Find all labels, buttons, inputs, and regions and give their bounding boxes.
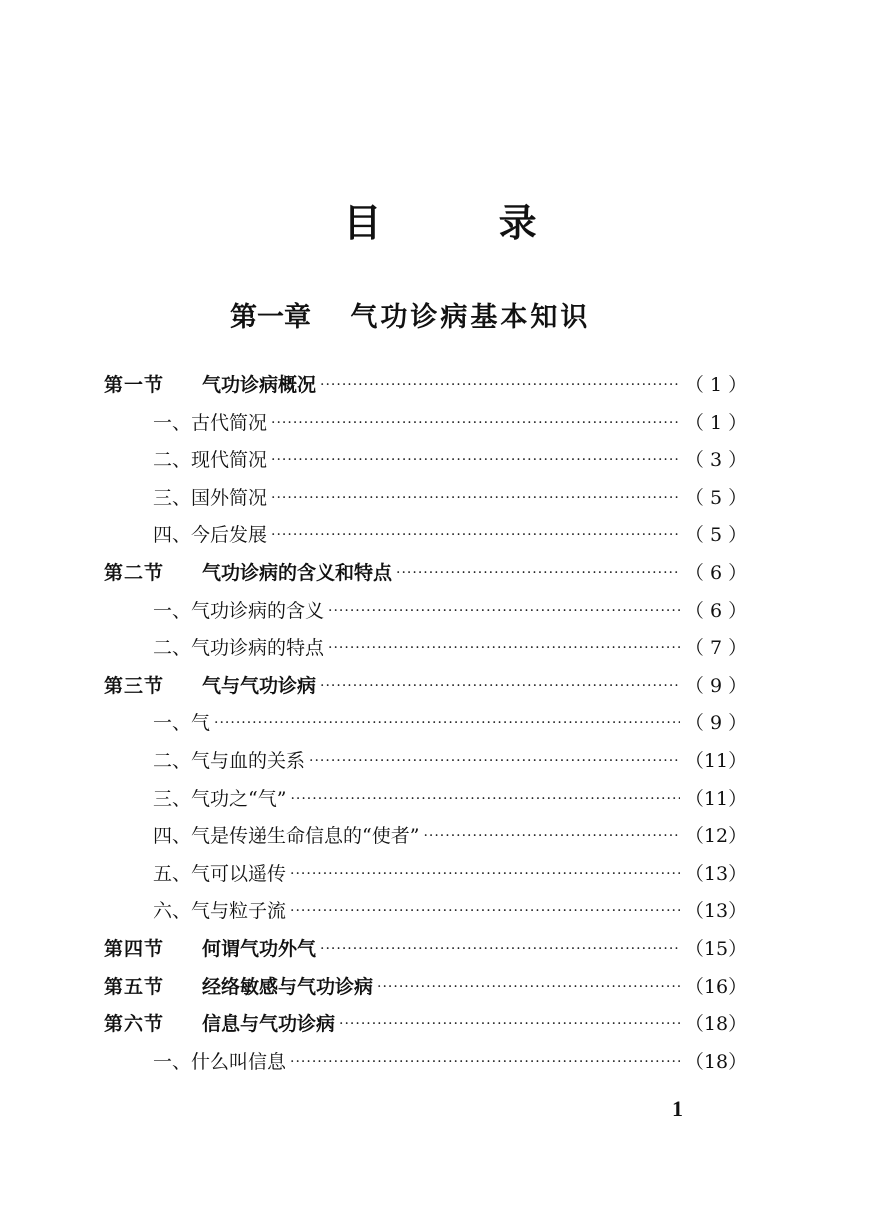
toc-entry-title: 经络敏感与气功诊病 (202, 976, 374, 998)
dot-leader (419, 818, 680, 854)
toc-page-ref: （12） (684, 825, 748, 847)
toc-entry-title: 气与气功诊病 (202, 675, 317, 697)
toc-page-ref: （13） (684, 863, 748, 885)
toc-page-ref: （15） (684, 938, 748, 960)
toc-entry-title: 气功诊病概况 (202, 374, 317, 396)
dot-leader (267, 517, 680, 553)
toc-page-ref: （ 5 ） (684, 487, 748, 509)
chapter-number: 第一章 (230, 302, 311, 333)
toc-section-entry (104, 931, 752, 967)
toc-page-ref: （ 9 ） (684, 712, 748, 734)
toc-entry-title: 气功诊病的含义和特点 (202, 562, 393, 584)
toc-section-number: 第四节 (104, 938, 165, 960)
toc-page-ref: （18） (684, 1013, 748, 1035)
dot-leader (286, 856, 680, 892)
dot-leader (286, 893, 680, 929)
toc-subsection-entry (153, 893, 752, 929)
dot-leader (335, 1006, 680, 1042)
toc-entry-title: 一、气功诊病的含义 (153, 600, 325, 622)
toc-subsection-entry (153, 405, 752, 441)
toc-subsection-entry (153, 442, 752, 478)
toc-page-ref: （16） (684, 976, 748, 998)
chapter-title: 气功诊病基本知识 (350, 302, 591, 333)
dot-leader (210, 705, 680, 741)
toc-entry-title: 四、今后发展 (153, 524, 268, 546)
dot-leader (373, 969, 680, 1005)
toc-section-number: 第六节 (104, 1013, 165, 1035)
toc-entry-title: 信息与气功诊病 (202, 1013, 336, 1035)
toc-section-entry (104, 1006, 752, 1042)
toc-subsection-entry (153, 743, 752, 779)
dot-leader (316, 367, 680, 403)
toc-entry-title: 二、现代简况 (153, 449, 268, 471)
toc-entry-title: 二、气与血的关系 (153, 750, 306, 772)
dot-leader (316, 668, 680, 704)
toc-subsection-entry (153, 705, 752, 741)
dot-leader (286, 1044, 680, 1080)
toc-entry-title: 五、气可以遥传 (153, 863, 287, 885)
toc-page-ref: （ 6 ） (684, 600, 748, 622)
dot-leader (305, 743, 680, 779)
toc-section-number: 第五节 (104, 976, 165, 998)
toc-section-number: 第一节 (104, 374, 165, 396)
toc-entry-title: 二、气功诊病的特点 (153, 637, 325, 659)
page-number: 1 (672, 1096, 683, 1121)
toc-subsection-entry (153, 480, 752, 516)
toc-page-ref: （18） (684, 1051, 748, 1073)
toc-subsection-entry (153, 856, 752, 892)
toc-page-ref: （ 1 ） (684, 374, 748, 396)
page-title: 目 录 (343, 200, 589, 245)
toc-subsection-entry (153, 781, 752, 817)
toc-entry-title: 四、气是传递生命信息的“使者” (153, 825, 420, 847)
toc-page-ref: （ 6 ） (684, 562, 748, 584)
chapter-heading (230, 298, 590, 338)
toc-page-ref: （ 3 ） (684, 449, 748, 471)
toc-entry-title: 三、国外简况 (153, 487, 268, 509)
toc-subsection-entry (153, 1044, 752, 1080)
dot-leader (267, 405, 680, 441)
toc-section-entry (104, 555, 752, 591)
toc-section-entry (104, 969, 752, 1005)
toc-page-ref: （13） (684, 900, 748, 922)
toc-section-number: 第三节 (104, 675, 165, 697)
toc-page-ref: （ 5 ） (684, 524, 748, 546)
toc-subsection-entry (153, 630, 752, 666)
toc-section-entry (104, 668, 752, 704)
dot-leader (316, 931, 680, 967)
toc-section-entry (104, 367, 752, 403)
toc-subsection-entry (153, 517, 752, 553)
toc-page-ref: （11） (684, 750, 748, 772)
dot-leader (267, 442, 680, 478)
toc-entry-title: 何谓气功外气 (202, 938, 317, 960)
toc-entry-title: 三、气功之“气” (153, 788, 287, 810)
toc-page-ref: （11） (684, 788, 748, 810)
toc-page-ref: （ 7 ） (684, 637, 748, 659)
toc-page-ref: （ 9 ） (684, 675, 748, 697)
toc-entry-title: 六、气与粒子流 (153, 900, 287, 922)
toc-section-number: 第二节 (104, 562, 165, 584)
toc-entry-title: 一、古代简况 (153, 412, 268, 434)
toc-page-ref: （ 1 ） (684, 412, 748, 434)
dot-leader (267, 480, 680, 516)
toc-entry-title: 一、什么叫信息 (153, 1051, 287, 1073)
dot-leader (392, 555, 680, 591)
toc-entry-title: 一、气 (153, 712, 211, 734)
toc-subsection-entry (153, 593, 752, 629)
dot-leader (324, 630, 680, 666)
toc-subsection-entry (153, 818, 752, 854)
dot-leader (324, 593, 680, 629)
dot-leader (286, 781, 680, 817)
